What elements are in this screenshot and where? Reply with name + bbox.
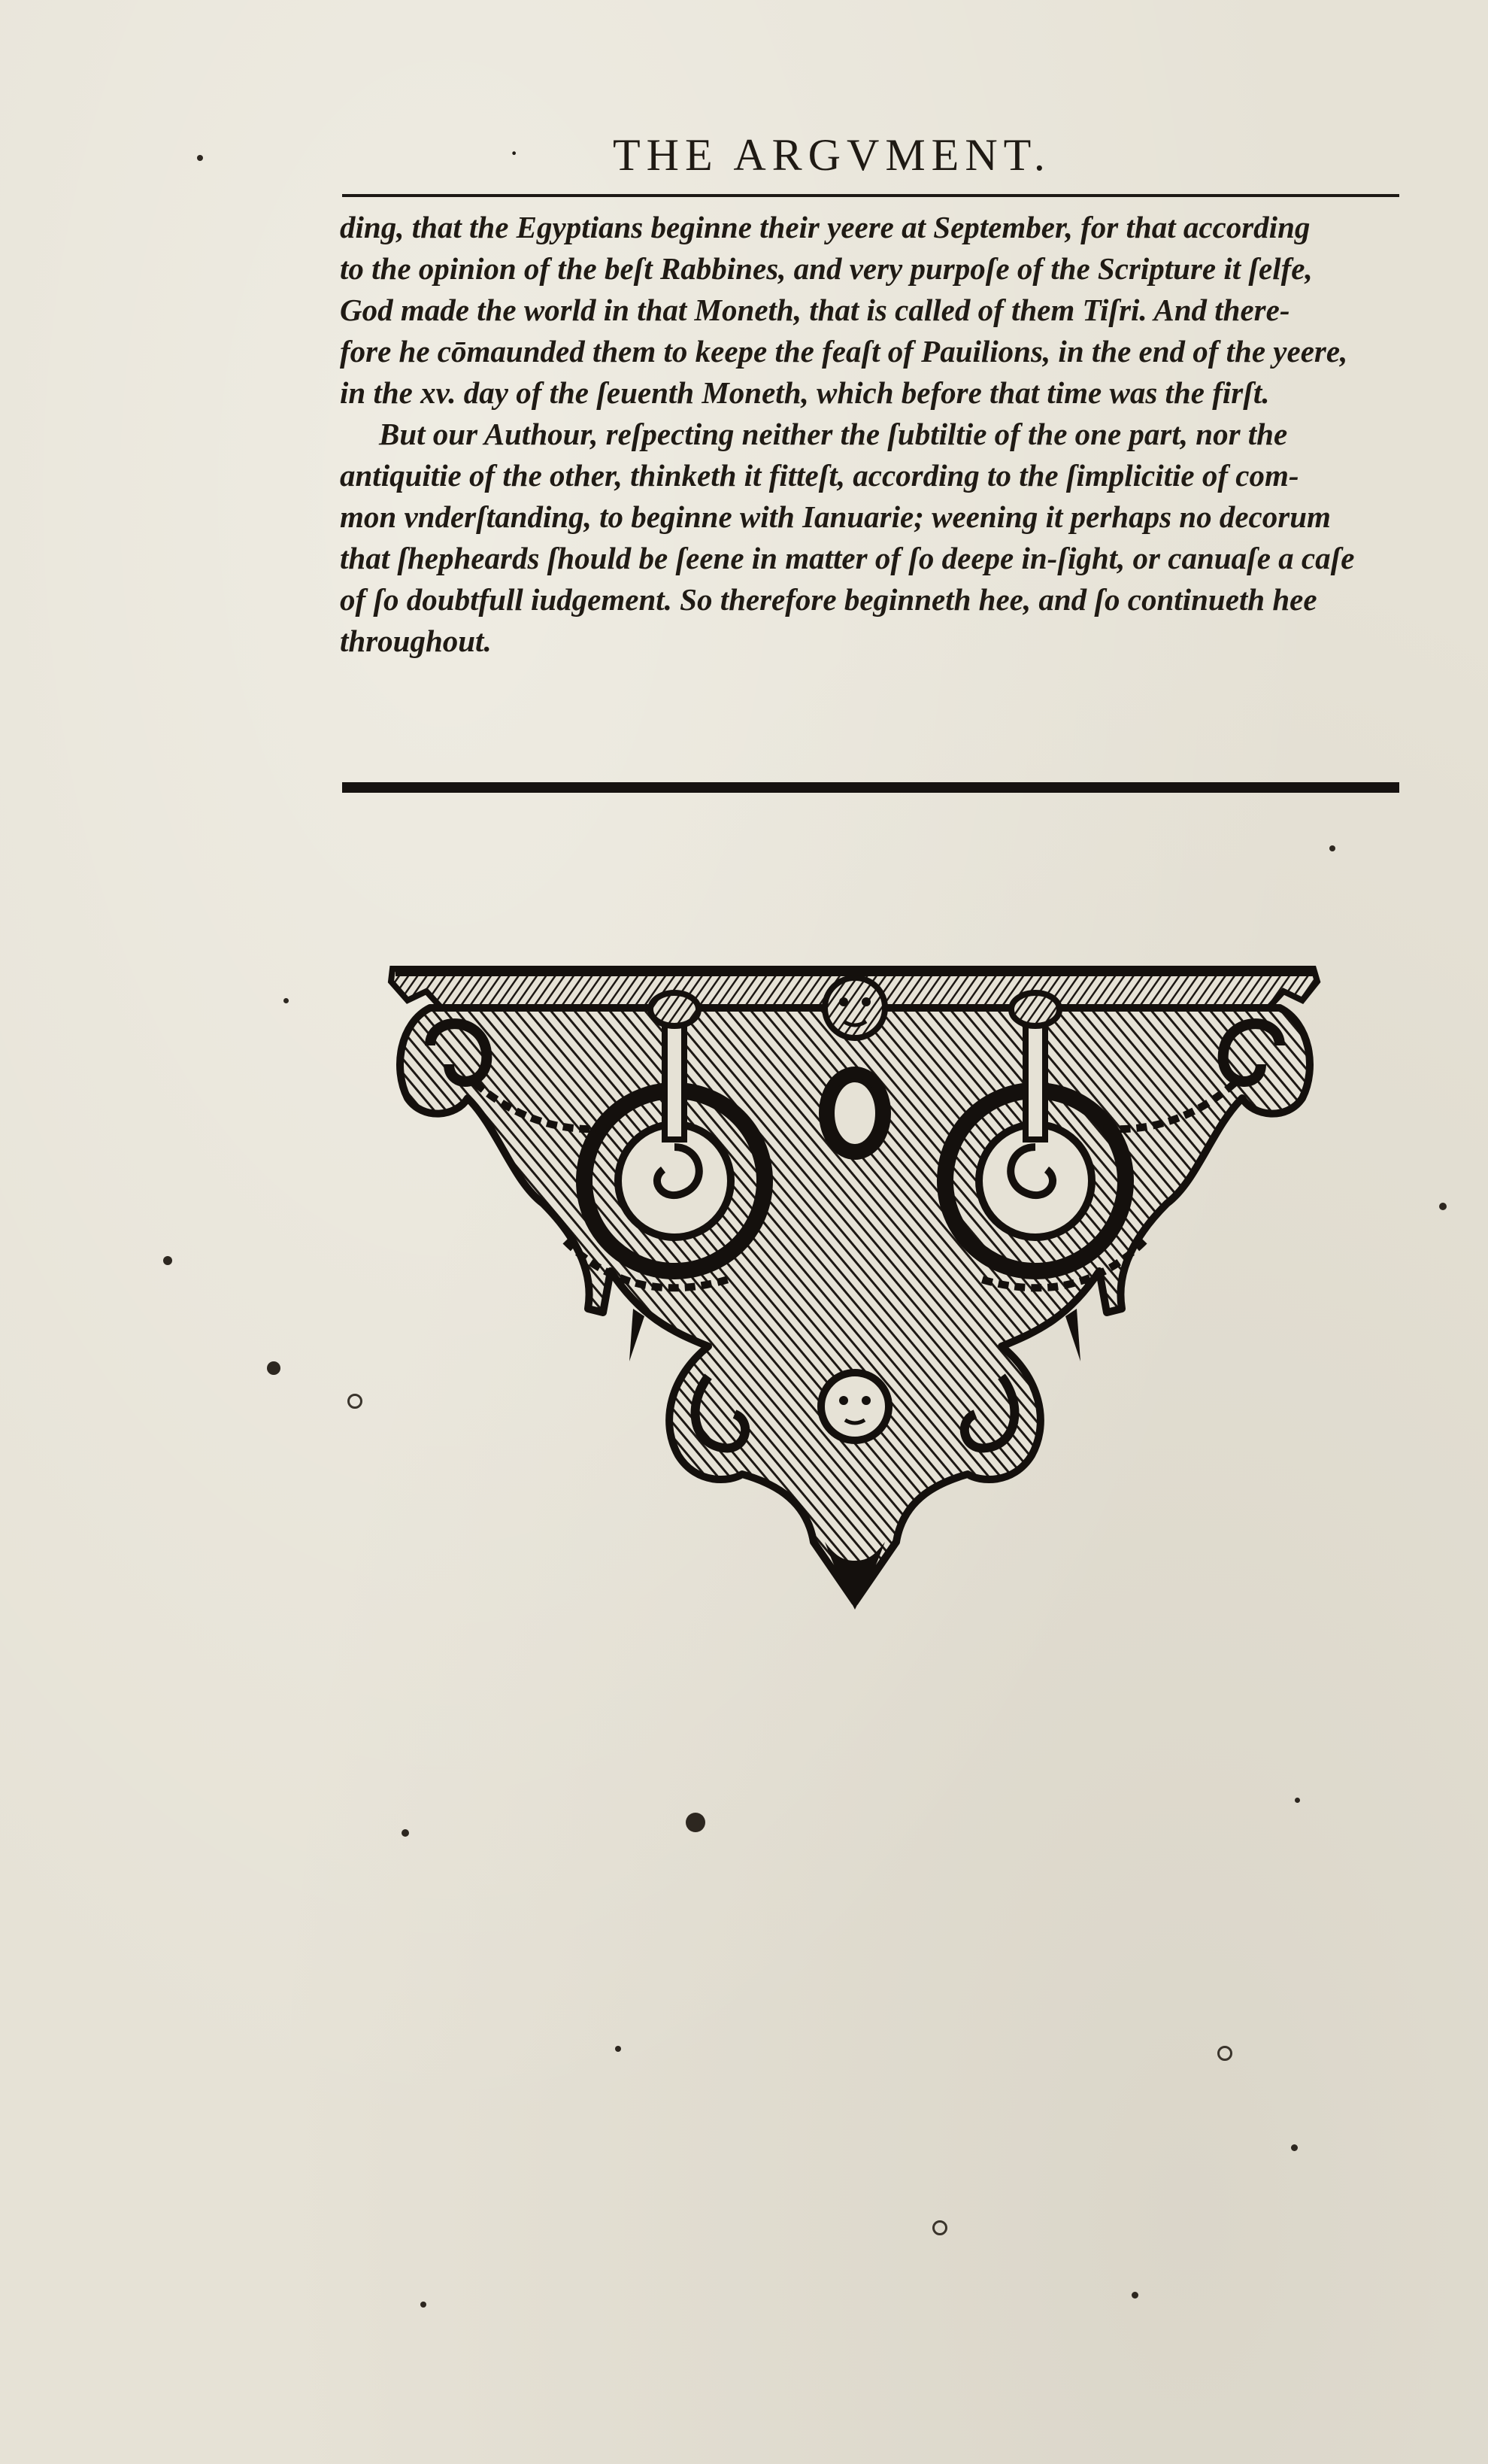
text-line: antiquitie of the other, thinketh it fitteſt, according to the ſimplicitie of com- (340, 458, 1299, 493)
ink-speck (1329, 845, 1335, 851)
text-line: But our Authour, reſpecting neither the ſubtiltie of the one part, nor the (379, 417, 1288, 451)
ink-speck (1291, 2144, 1298, 2151)
running-head (342, 128, 1399, 193)
ink-speck (283, 998, 289, 1003)
running-head-dot: · (509, 136, 520, 170)
ink-speck (1132, 2292, 1138, 2299)
ink-speck (163, 1256, 172, 1265)
ink-speck (1295, 1798, 1300, 1803)
running-head-title: THE ARGVMENT. (613, 130, 1051, 180)
woodcut-ornament (385, 955, 1325, 1625)
ink-speck (686, 1813, 705, 1832)
text-line: in the xv. day of the ſeuenth Moneth, which before that time was the firſt. (340, 375, 1270, 410)
text-line: throughout. (340, 624, 492, 658)
text-line: of ſo doubtfull iudgement. So therefore beginneth hee, and ſo continueth hee (340, 582, 1317, 617)
section-rule (342, 782, 1399, 793)
ink-speck (347, 1394, 362, 1409)
ink-speck (932, 2220, 947, 2235)
ink-speck (197, 155, 203, 161)
text-line: mon vnderſtanding, to beginne with Ianuarie; weening it perhaps no decorum (340, 499, 1331, 534)
ink-speck (420, 2302, 426, 2308)
ink-speck (402, 1829, 409, 1837)
text-line: ding, that the Egyptians beginne their yeere at September, for that according (340, 210, 1311, 244)
text-line: God made the world in that Moneth, that is called of them Tiſri. And there- (340, 293, 1290, 327)
argument-text (340, 207, 1400, 662)
header-rule (342, 194, 1399, 197)
ink-speck (615, 2046, 621, 2052)
text-line: that ſhepheards ſhould be ſeene in matter of ſo deepe in-ſight, or canuaſe a caſe (340, 541, 1355, 575)
text-line: to the opinion of the beſt Rabbines, and very purpoſe of the Scripture it ſelfe, (340, 251, 1313, 286)
ink-speck (1217, 2046, 1232, 2061)
ink-speck (267, 1361, 280, 1375)
text-line: fore he cōmaunded them to keepe the feaſt of Pauilions, in the end of the yeere, (340, 334, 1348, 369)
ink-speck (1439, 1203, 1447, 1210)
